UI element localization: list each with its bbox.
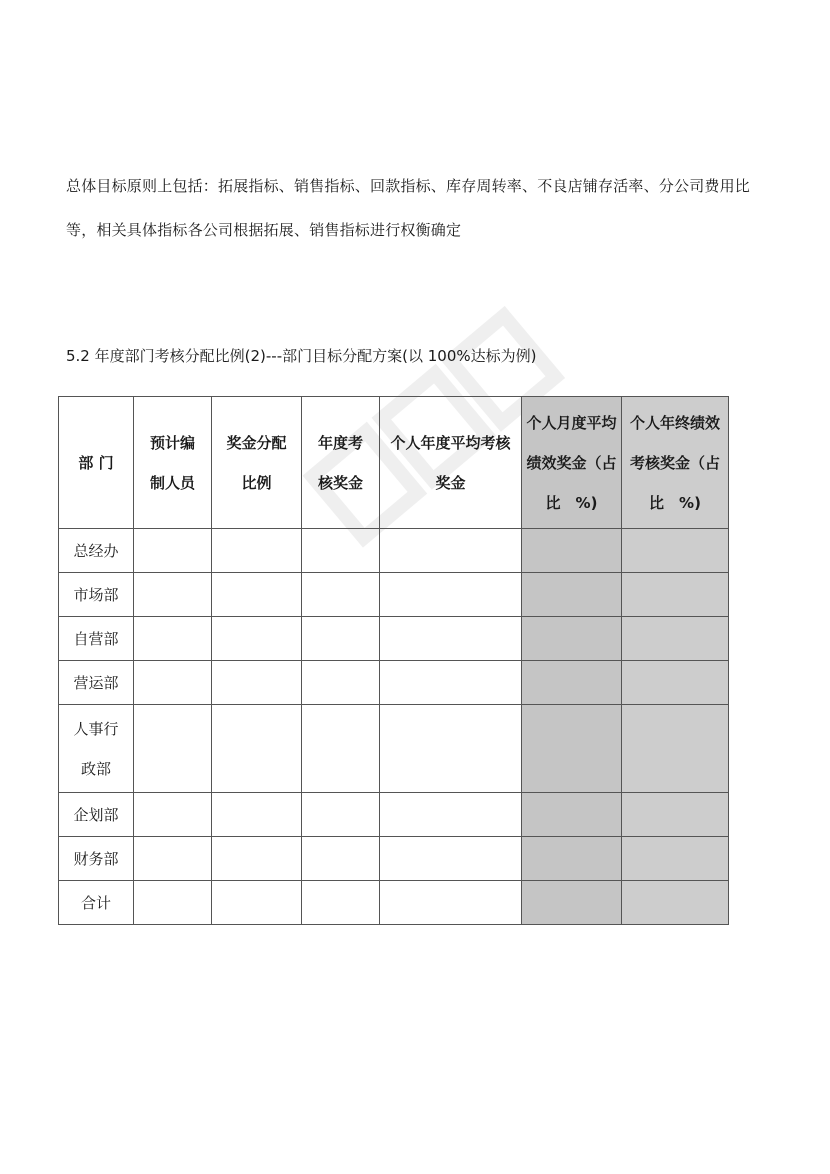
table-cell [522, 705, 622, 793]
table-cell [622, 881, 729, 925]
header-yearend-bonus-label: 个人年终绩效考核奖金（占比 %) [629, 413, 720, 512]
header-avg-annual-bonus-label: 个人年度平均考核奖金 [390, 433, 511, 492]
table-cell [522, 793, 622, 837]
table-row-total [59, 881, 729, 925]
dept-cell: 总经办 [59, 529, 134, 573]
table-row [59, 837, 729, 881]
table-cell [212, 881, 302, 925]
header-staff-label: 预计编制人员 [149, 433, 195, 492]
table-cell [134, 837, 212, 881]
table-cell [522, 881, 622, 925]
table-cell [522, 837, 622, 881]
table-cell [134, 573, 212, 617]
table-header-row [59, 397, 729, 529]
header-staff [134, 397, 212, 529]
table-cell [522, 661, 622, 705]
dept-cell: 营运部 [59, 661, 134, 705]
table-cell [212, 573, 302, 617]
header-avg-annual-bonus [380, 397, 522, 529]
dept-cell: 企划部 [59, 793, 134, 837]
intro-paragraph: 总体目标原则上包括：拓展指标、销售指标、回款指标、库存周转率、不良店铺存活率、分公司费用比等，相关具体指标各公司根据拓展、销售指标进行权衡确定 [66, 177, 751, 239]
table-cell [380, 705, 522, 793]
table-cell [212, 793, 302, 837]
table-cell [380, 617, 522, 661]
table-cell [622, 705, 729, 793]
table-cell [302, 705, 380, 793]
table-cell [622, 661, 729, 705]
table-cell [380, 661, 522, 705]
header-department-label: 部 门 [78, 453, 114, 472]
table-cell [134, 617, 212, 661]
dept-cell: 市场部 [59, 573, 134, 617]
header-monthly-bonus [522, 397, 622, 529]
table-cell [302, 661, 380, 705]
header-department [59, 397, 134, 529]
table-cell [302, 793, 380, 837]
table-cell [522, 529, 622, 573]
dept-cell [59, 705, 134, 793]
table-cell [622, 529, 729, 573]
table-row [59, 617, 729, 661]
table-cell [212, 661, 302, 705]
dept-cell: 财务部 [59, 837, 134, 881]
table-cell [622, 617, 729, 661]
table-cell [522, 573, 622, 617]
table-cell [622, 573, 729, 617]
table-cell [212, 617, 302, 661]
dept-cell: 自营部 [59, 617, 134, 661]
table-cell [134, 705, 212, 793]
table-row [59, 793, 729, 837]
table-cell [302, 529, 380, 573]
header-monthly-bonus-label: 个人月度平均绩效奖金（占比 %) [526, 413, 617, 512]
department-target-table [58, 396, 729, 925]
header-bonus-ratio-label: 奖金分配比例 [226, 433, 287, 492]
table-cell [380, 837, 522, 881]
table-cell [134, 793, 212, 837]
table-cell [380, 793, 522, 837]
table-cell [380, 573, 522, 617]
table-cell [212, 705, 302, 793]
table-cell [134, 661, 212, 705]
table-cell [134, 881, 212, 925]
table-cell [134, 529, 212, 573]
total-cell: 合计 [59, 881, 134, 925]
header-annual-bonus-label: 年度考核奖金 [317, 433, 363, 492]
table-cell [522, 617, 622, 661]
table-cell [380, 529, 522, 573]
section-title: 5.2 年度部门考核分配比例(2)---部门目标分配方案(以 100%达标为例) [66, 347, 537, 365]
table-row [59, 573, 729, 617]
table-cell [622, 837, 729, 881]
table-cell [212, 529, 302, 573]
table-cell [622, 793, 729, 837]
table-cell [302, 573, 380, 617]
table-row [59, 705, 729, 793]
header-annual-bonus [302, 397, 380, 529]
table-row [59, 661, 729, 705]
dept-cell-label: 人事行政部 [73, 719, 119, 778]
header-bonus-ratio [212, 397, 302, 529]
table-cell [302, 837, 380, 881]
table-cell [380, 881, 522, 925]
header-yearend-bonus [622, 397, 729, 529]
table-cell [212, 837, 302, 881]
table-row [59, 529, 729, 573]
table-cell [302, 881, 380, 925]
table-cell [302, 617, 380, 661]
